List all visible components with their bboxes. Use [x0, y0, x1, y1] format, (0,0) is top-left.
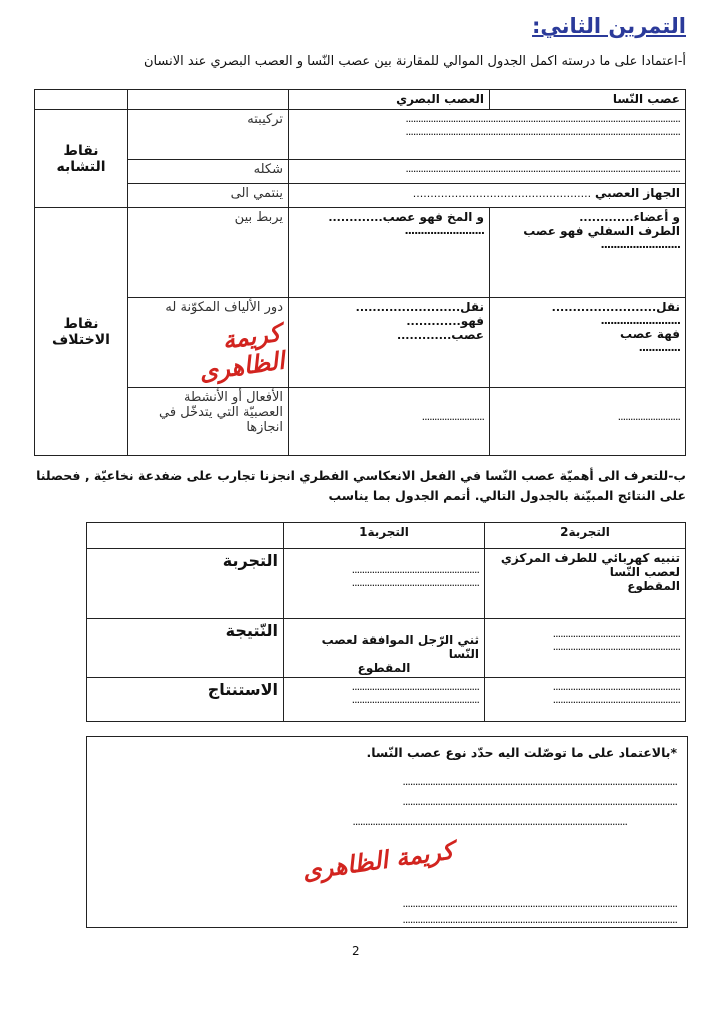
optic-connects-text: و المخ فهو عصب [382, 210, 484, 224]
answer-dots: ................................................... [351, 563, 479, 576]
answer-dots: ......................... [617, 410, 680, 423]
answer-dots: ............. [579, 211, 634, 224]
intro-text: أ-اعتمادا على ما درسته اكمل الجدول الموالي للمقارنة بين عصب النّسا و العصب البصري عند الانسان [143, 54, 686, 69]
belongs-answer [289, 184, 686, 208]
answer-dots: ......................... [600, 238, 680, 251]
activities-text-b: العصبيّة التي يتدخّل في [159, 405, 283, 420]
exp1-experiment [284, 549, 485, 619]
header-side-empty [35, 90, 128, 110]
exp1-result-text: ثني الرّجل الموافقة لعصب النّسا [321, 633, 479, 661]
answer-dots: ................................................... [351, 576, 479, 589]
answer-dots: ......................... [600, 314, 680, 327]
exp1-result [284, 619, 485, 678]
row-shape: شكله [128, 160, 289, 184]
answer-dots: ............. [406, 315, 461, 328]
answer-dots: ................................................... [351, 680, 479, 693]
shape-answer [289, 160, 686, 184]
part-b-text: ب-للتعرف الى أهميّة عصب النّسا في الفعل الانعكاسي الفطري انجزنا تجارب على ضفدعة نخاعيّة , فحصلنا على النتائج المبيّنة بالجدول التالي. أتمم الجدول بما يناسب [36, 468, 686, 503]
exercise-title: التمرين الثاني: [532, 14, 686, 38]
page-number: 2 [352, 944, 360, 958]
answer-dots: ......................... [551, 301, 657, 314]
watermark-signature: كريمة الظاهرى [197, 318, 287, 387]
exp2-result [485, 619, 686, 678]
row-connects: يربط بين [128, 208, 289, 298]
answer-dots: ................................................... [552, 640, 680, 653]
activities-text-c: انجازها [246, 420, 283, 435]
header-side-empty [87, 523, 284, 549]
watermark-signature: كريمة الظاهرى [300, 836, 456, 886]
sciatic-connects-text-b: الطرف السفلي فهو عصب [523, 224, 680, 238]
exp1-conclusion [284, 678, 485, 722]
answer-dots: ................................................... [552, 693, 680, 706]
question-text: *بالاعتماد على ما توصّلت اليه حدّد نوع عصب النّسا. [366, 745, 677, 760]
answer-dots: ................................................... [552, 680, 680, 693]
header-empty [128, 90, 289, 110]
answer-dots: ................................................... [552, 627, 680, 640]
answer-dots: .............................................................................................................. [352, 815, 627, 828]
optic-fibers-text: فهو [460, 314, 484, 328]
row-activities [128, 388, 289, 456]
row-experiment: التجربة [87, 549, 284, 619]
row-fibers-role [128, 298, 289, 388]
nervous-system-text: الجهاز العصبي [594, 186, 680, 200]
sciatic-fibers [490, 298, 686, 388]
question-box [86, 736, 688, 928]
similarities-label: نقاط التشابه [35, 110, 128, 208]
exp2-experiment-text-b: المقطوع [627, 579, 680, 593]
sciatic-connects [490, 208, 686, 298]
sciatic-connects-text: و أعضاء [633, 210, 680, 224]
sciatic-activities [490, 388, 686, 456]
answer-dots: ................................................... [351, 693, 479, 706]
row-structure: تركيبته [128, 110, 289, 160]
comparison-table [34, 89, 686, 456]
exp2-conclusion [485, 678, 686, 722]
row-conclusion: الاستنتاج [87, 678, 284, 722]
answer-dots: ......................... [355, 301, 461, 314]
answer-dots: ......................... [421, 410, 484, 423]
answer-dots: .............................................................................................................. [402, 795, 677, 808]
header-sciatic: عصب النّسا [490, 90, 686, 110]
optic-fibers-text-b: عصب [451, 328, 484, 342]
structure-answer [289, 110, 686, 160]
header-exp1: التجربة1 [284, 523, 485, 549]
answer-dots: .............................................................................................................. [402, 897, 677, 910]
fibers-role-text: دور الألياف المكوّنة له [165, 300, 283, 315]
row-belongs: ينتمي الى [128, 184, 289, 208]
answer-dots: ......................... [404, 224, 484, 237]
header-exp2: التجربة2 [485, 523, 686, 549]
answer-dots: .............................................................................................................. [402, 913, 677, 926]
differences-label: نقاط الاختلاف [35, 208, 128, 456]
transport-text: نقل [460, 300, 484, 314]
answer-dots: ................................................... [412, 187, 592, 200]
answer-dots: ............. [396, 329, 452, 342]
optic-activities [289, 388, 490, 456]
experiment-table [86, 522, 686, 722]
exp2-experiment-text: تنبيه كهربائي للطرف المركزي لعصب النّسا [500, 551, 680, 579]
answer-dots: ............. [328, 211, 383, 224]
answer-dots: .............................................................................................................. [402, 775, 677, 788]
exp2-experiment [485, 549, 686, 619]
row-result: النّتيجة [87, 619, 284, 678]
answer-dots: .............................................................................................................. [405, 112, 680, 125]
optic-fibers [289, 298, 490, 388]
activities-text-a: الأفعال أو الأنشطة [184, 390, 283, 405]
sciatic-fibers-text: فهة عصب [620, 327, 680, 341]
exp1-result-text-b: المقطوع [357, 661, 411, 675]
answer-dots: ............. [638, 341, 680, 354]
transport-text: نقل [656, 300, 680, 314]
answer-dots: .............................................................................................................. [405, 125, 680, 138]
answer-dots: .............................................................................................................. [405, 162, 680, 175]
optic-connects [289, 208, 490, 298]
header-optic: العصب البصري [289, 90, 490, 110]
